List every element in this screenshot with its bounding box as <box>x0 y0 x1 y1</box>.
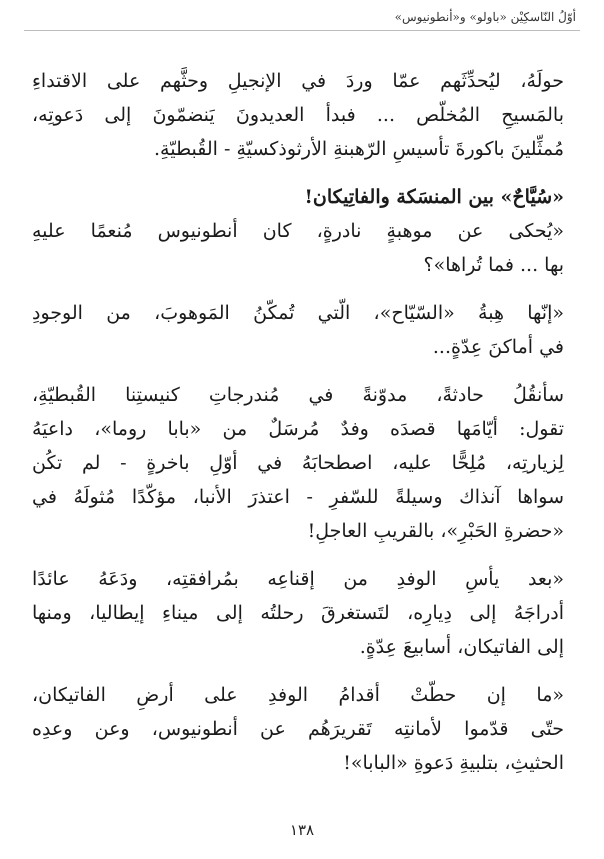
text-line: سواها آنذاك وسيلةً للسّفرِ - اعتذرَ الأنبا، مؤكّدًا مُثولَهُ في <box>32 486 564 508</box>
running-header: أوّلُ النّاسكِيْن «باولو» و«أنطونيوس» <box>394 10 576 24</box>
text-line: لِزيارتِه، مُلِحًّا عليه، اصطحابَهُ في أوّلِ باخرةٍ - لم تكُن <box>32 452 564 474</box>
page-number: ١٣٨ <box>289 821 315 839</box>
text-line: تقول: أيّامَها قصدَه وفدٌ مُرسَلٌ من «بابا روما»، داعيَهُ <box>32 418 564 440</box>
text-line: سأنقُلُ حادثةً، مدوّنةً في مُندرجاتِ كنيستِنا القُبطيّةِ، <box>32 384 564 406</box>
text-line: «ما إن حطّتْ أقدامُ الوفدِ على أرضِ الفاتيكان، <box>32 684 564 706</box>
text-line: حتّى قدّموا لأمانتِه تَقريرَهُم عن أنطونيوس، وعن وعدِه <box>32 718 564 740</box>
text-line: أدراجَهُ إلى دِيارِه، لتَستغرقَ رحلتُه إلى ميناءِ إيطاليا، ومنها <box>32 602 564 624</box>
text-line: في أماكنَ عِدّةٍ... <box>432 336 564 358</box>
section-heading: «سُيَّاحٌ» بين المنسَكة والفاتِيكان! <box>304 186 564 208</box>
text-line: حولَهُ، ليُحدِّثَهم عمّا وردَ في الإنجيلِ وحثَّهم على الاقتداءِ <box>32 70 564 92</box>
text-line: «إنّها هِبةُ «السّيّاح»، الّتي تُمكّنُ المَوهوبَ، من الوجودِ <box>32 302 564 324</box>
text-line: «بعد يأسِ الوفدِ من إقناعِه بمُرافقتِه، ودَعَهُ عائدًا <box>32 568 564 590</box>
text-line: بالمَسيحِ المُخلّص ... فبدأ العديدونَ يَنضمّونَ إلى دَعوتِه، <box>32 104 564 126</box>
text-line: الحثيثِ، بتلبيةِ دَعوةِ «البابا»! <box>343 752 564 774</box>
text-line: مُمثِّلينَ باكورةَ تأسيسِ الرّهبنةِ الأرثوذكسيّةِ - القُبطيّةِ. <box>153 138 564 160</box>
text-line: «حضرةِ الحَبْرِ»، بالقريبِ العاجلِ! <box>307 520 564 542</box>
text-line: إلى الفاتيكان، أسابيعَ عِدّةٍ. <box>359 636 564 658</box>
text-line: «يُحكى عن موهبةٍ نادرةٍ، كان أنطونيوس مُنعمًا عليهِ <box>32 220 564 242</box>
body-text <box>32 64 564 780</box>
text-line: بها ... فما تُراها»؟ <box>423 254 564 276</box>
header-divider <box>24 30 580 31</box>
